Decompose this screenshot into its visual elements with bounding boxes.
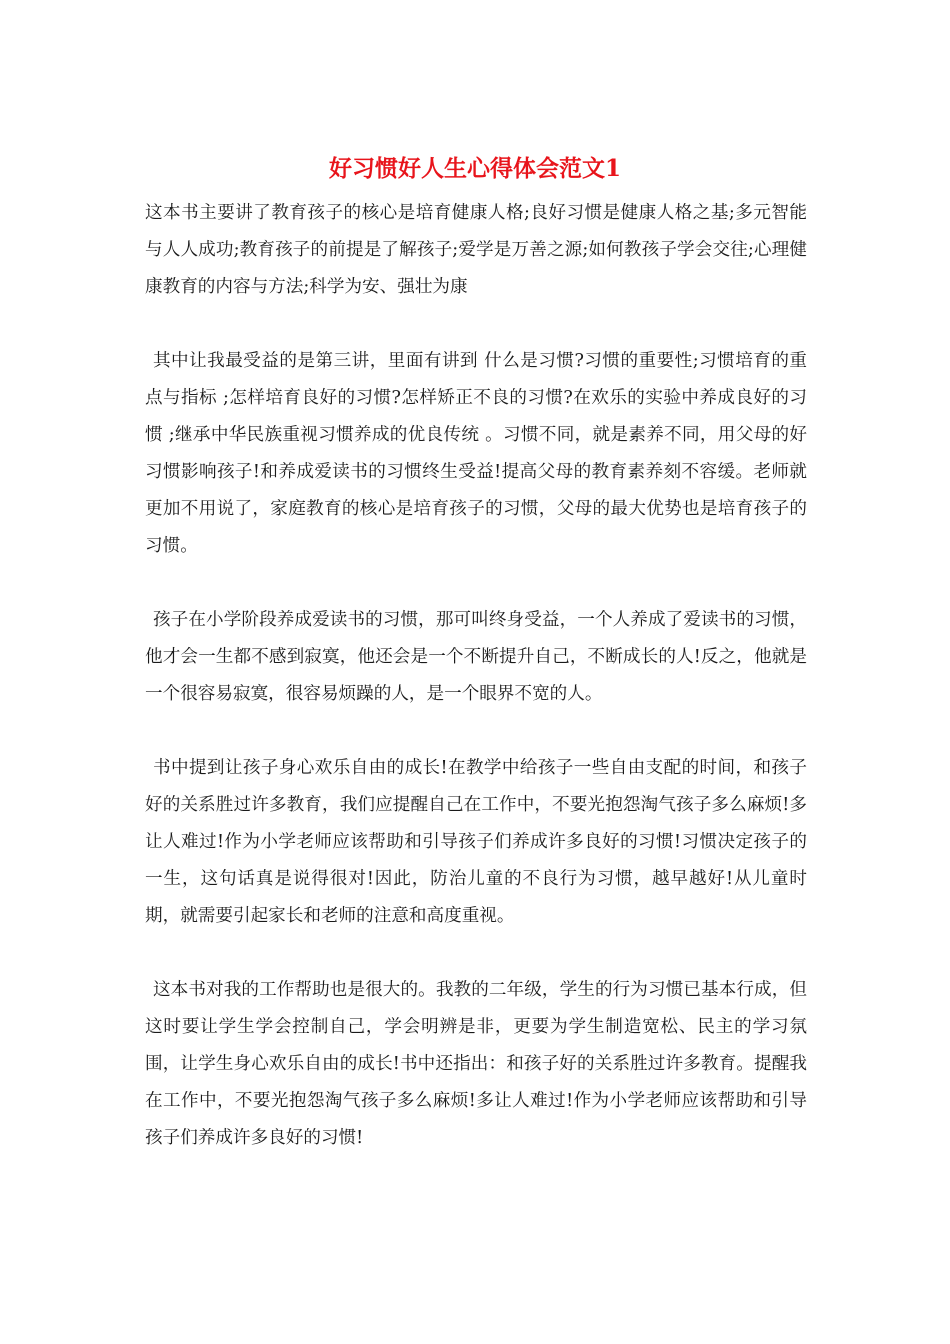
paragraph-freedom: 书中提到让孩子身心欢乐自由的成长!在教学中给孩子一些自由支配的时间，和孩子好的关系胜过许多教育，我们应提醒自己在工作中，不要光抱怨淘气孩子多么麻烦!多让人难过!作为小学老师应该帮助和引导孩子们养成许多良好的习惯!习惯决定孩子的一生，这句话真是说得很对!因此，防治儿童的不良行为习惯，越早越好!从儿童时期，就需要引起家长和老师的注意和高度重视。 <box>145 758 807 926</box>
paragraph-reading: 孩子在小学阶段养成爱读书的习惯，那可叫终身受益，一个人养成了爱读书的习惯，他才会一生都不感到寂寞，他还会是一个不断提升自己，不断成长的人!反之，他就是一个很容易寂寞，很容易烦躁的人，是一个眼界不宽的人。 <box>145 610 807 704</box>
document-body <box>145 195 807 1194</box>
paragraph-intro: 这本书主要讲了教育孩子的核心是培育健康人格;良好习惯是健康人格之基;多元智能与人人成功;教育孩子的前提是了解孩子;爱学是万善之源;如何教孩子学会交往;心理健康教育的内容与方法;科学为安、强壮为康 <box>145 203 807 297</box>
paragraph-habits: 其中让我最受益的是第三讲，里面有讲到 什么是习惯?习惯的重要性;习惯培育的重点与指标 ;怎样培育良好的习惯?怎样矫正不良的习惯?在欢乐的实验中养成良好的习惯 ;继承中华民族重视习惯养成的优良传统 。习惯不同，就是素养不同，用父母的好习惯影响孩子!和养成爱读书的习惯终生受益!提高父母的教育素养刻不容缓。老师就更加不用说了，家庭教育的核心是培育孩子的习惯，父母的最大优势也是培育孩子的习惯。 <box>145 351 807 556</box>
paragraph-work: 这本书对我的工作帮助也是很大的。我教的二年级，学生的行为习惯已基本行成，但这时要让学生学会控制自己，学会明辨是非，更要为学生制造宽松、民主的学习氛围，让学生身心欢乐自由的成长!书中还指出：和孩子好的关系胜过许多教育。提醒我在工作中，不要光抱怨淘气孩子多么麻烦!多让人难过!作为小学老师应该帮助和引导孩子们养成许多良好的习惯! <box>145 980 807 1148</box>
document-title: 好习惯好人生心得体会范文1 <box>328 155 621 182</box>
